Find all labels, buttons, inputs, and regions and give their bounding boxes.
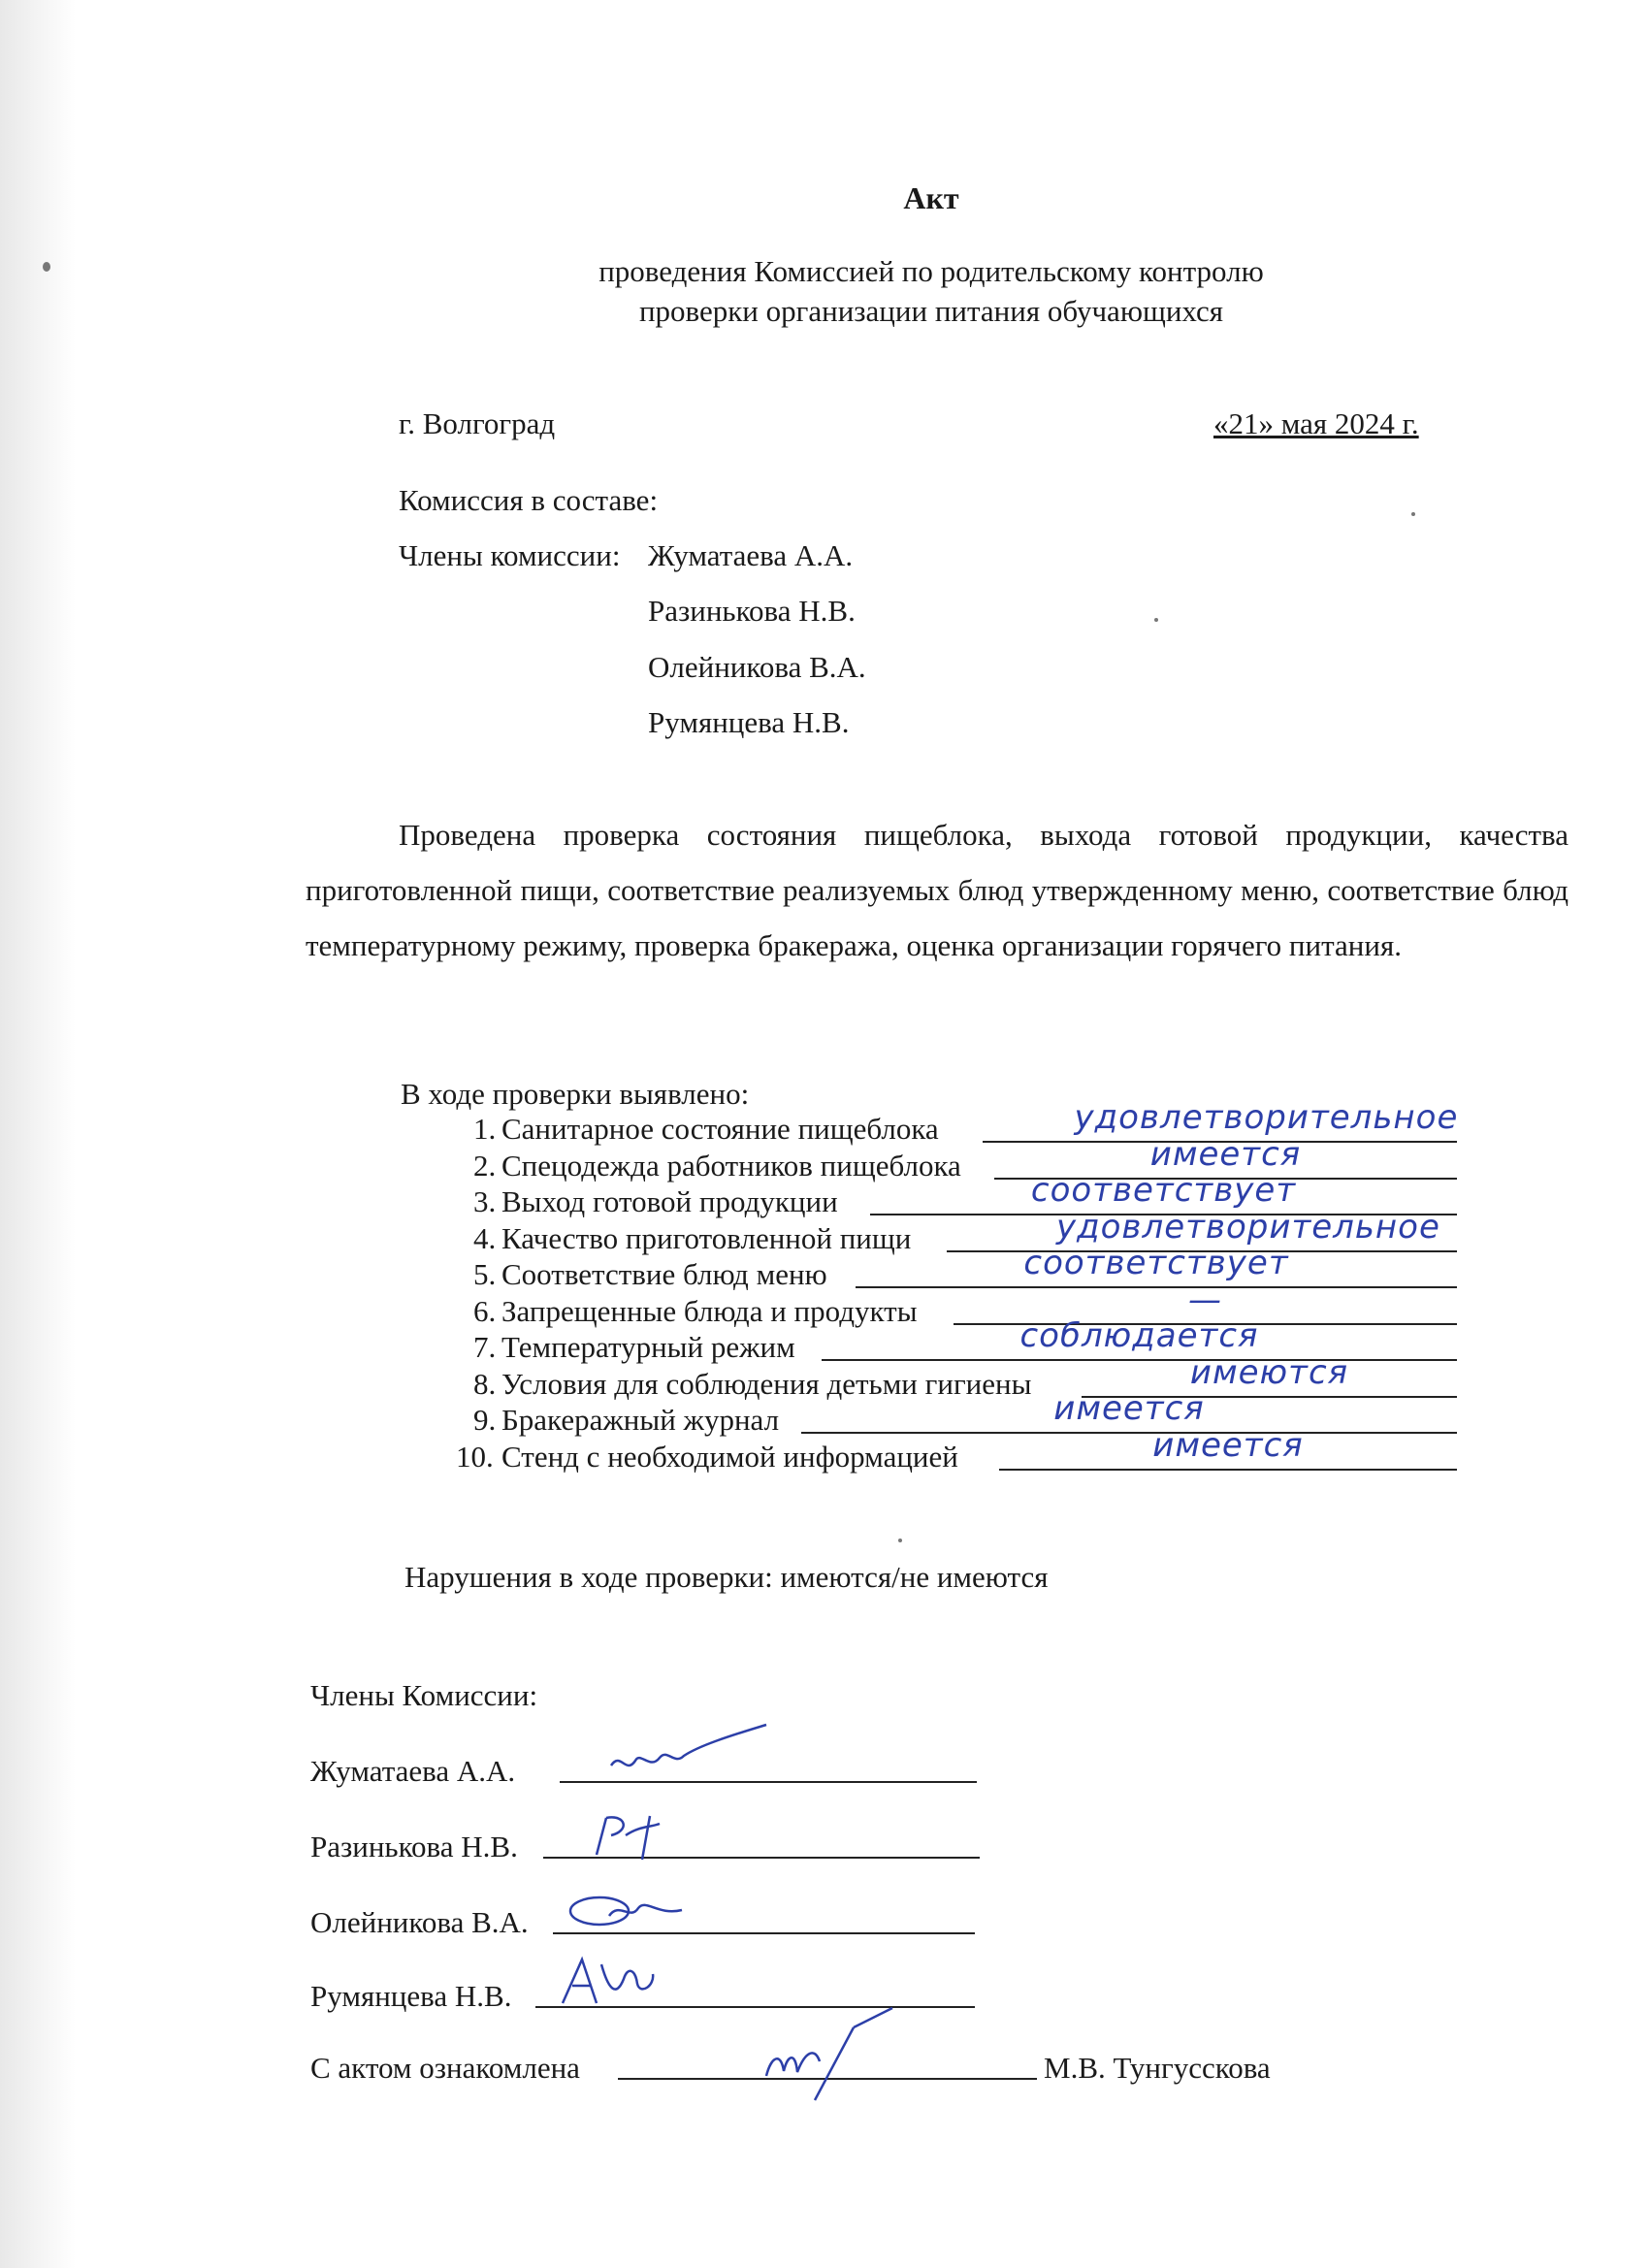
finding-label: Бракеражный журнал (501, 1403, 780, 1437)
finding-label: Стенд с необходимой информацией (501, 1439, 958, 1474)
finding-handwritten-value: имеется (1149, 1134, 1302, 1174)
finding-handwritten-value: имеются (1189, 1352, 1349, 1392)
document-subtitle-1: проведения Комиссией по родительскому контролю (598, 254, 1264, 288)
finding-handwritten-value: соблюдается (1019, 1316, 1259, 1355)
member-name: Жуматаева А.А. (648, 538, 854, 572)
finding-number: 7. (473, 1330, 497, 1364)
document-subtitle-2: проверки организации питания обучающихся (638, 294, 1224, 328)
acknowledged-label: С актом ознакомлена (310, 2051, 580, 2085)
finding-label: Спецодежда работников пищеблока (501, 1148, 961, 1183)
signatures-heading: Члены Комиссии: (310, 1678, 538, 1712)
finding-label: Качество приготовленной пищи (501, 1220, 912, 1255)
body-paragraph: Проведена проверка состояния пищеблока, выхода готовой продукции, качества приготовленной пищи, соответствие реализуемых блюд утвержденному меню, соответствие блюд температурному режиму, проверка бракеража, оценка организации горячего питания. (306, 818, 1568, 962)
acknowledged-name: М.В. Тунгусскова (1044, 2051, 1271, 2085)
member-name: Разинькова Н.В. (648, 594, 856, 628)
finding-label: Санитарное состояние пищеблока (501, 1112, 939, 1146)
scan-speck (1154, 618, 1158, 622)
finding-handwritten-value: имеется (1152, 1425, 1304, 1465)
signatory-name: Румянцева Н.В. (310, 1979, 512, 2013)
scan-edge-shadow (0, 0, 76, 2268)
finding-label: Выход готовой продукции (501, 1184, 838, 1218)
finding-handwritten-value: соответствует (1023, 1244, 1289, 1282)
signature-mark (582, 1717, 776, 1790)
finding-label: Запрещенные блюда и продукты (501, 1293, 918, 1328)
violations-line: Нарушения в ходе проверки: имеются/не имеются (404, 1560, 1049, 1594)
finding-number: 5. (473, 1257, 497, 1291)
finding-label: Условия для соблюдения детьми гигиены (501, 1366, 1032, 1401)
document-date: «21» мая 2024 г. (1213, 406, 1419, 440)
finding-number: 10. (456, 1439, 494, 1474)
finding-number: 8. (473, 1366, 497, 1401)
finding-handwritten-value: удовлетворительное (1056, 1207, 1440, 1247)
finding-handwritten-value: удовлетворительное (1074, 1098, 1459, 1137)
finding-number: 9. (473, 1403, 497, 1437)
signatory-name: Олейникова В.А. (310, 1905, 529, 1939)
finding-handwritten-value: — (1188, 1280, 1222, 1319)
finding-number: 4. (473, 1220, 497, 1255)
members-label: Члены комиссии: (399, 538, 621, 572)
finding-number: 3. (473, 1184, 497, 1218)
finding-number: 2. (473, 1148, 497, 1183)
member-name: Олейникова В.А. (648, 650, 866, 684)
signature-mark (561, 1887, 696, 1935)
commission-heading: Комиссия в составе: (399, 483, 659, 517)
finding-handwritten-value: соответствует (1030, 1171, 1297, 1210)
finding-label: Температурный режим (501, 1330, 795, 1364)
signature-mark (747, 1998, 922, 2110)
signatory-name: Жуматаева А.А. (310, 1754, 516, 1788)
signature-mark (548, 1945, 674, 2013)
document-title: Акт (903, 180, 959, 215)
finding-handwritten-value: имеется (1053, 1389, 1205, 1428)
scan-speck (898, 1539, 902, 1542)
finding-number: 1. (473, 1112, 497, 1146)
signatory-name: Разинькова Н.В. (310, 1830, 518, 1863)
finding-number: 6. (473, 1293, 497, 1328)
scan-speck (1411, 512, 1415, 516)
member-name: Румянцева Н.В. (648, 705, 850, 739)
findings-heading: В ходе проверки выявлено: (401, 1077, 750, 1111)
finding-answer-line (999, 1469, 1457, 1471)
finding-label: Соответствие блюд меню (501, 1257, 827, 1291)
document-city: г. Волгоград (399, 406, 556, 440)
signature-mark (582, 1806, 689, 1864)
